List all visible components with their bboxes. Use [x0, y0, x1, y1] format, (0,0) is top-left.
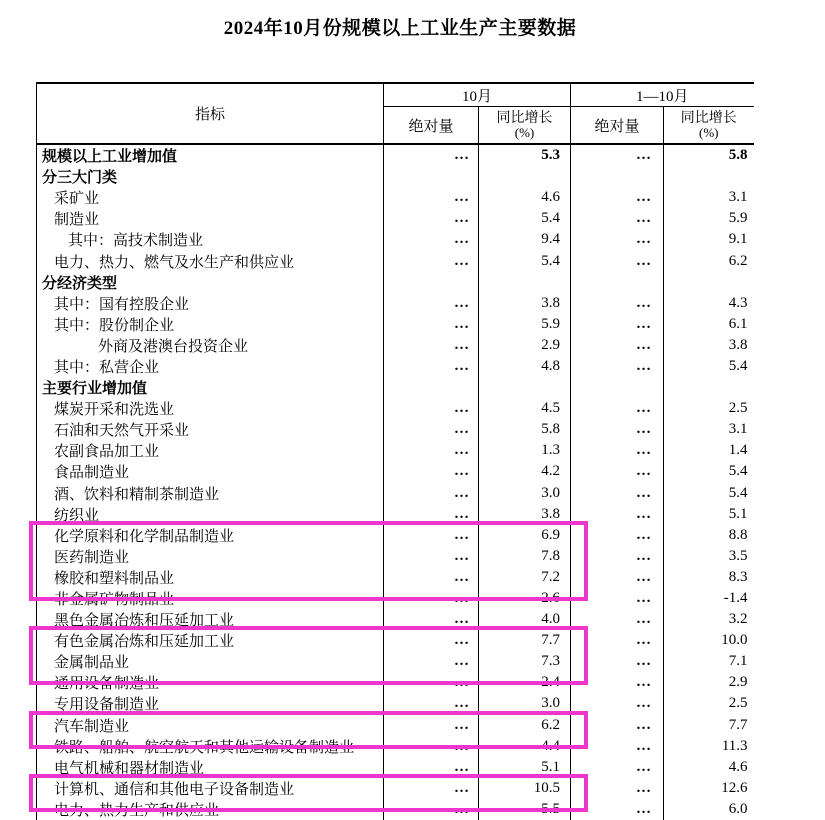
- cum-absolute-value: …: [571, 778, 664, 799]
- indicator-label: 外商及港澳台投资企业: [37, 335, 384, 356]
- table-row: [37, 609, 754, 630]
- indicator-label: 黑色金属冶炼和压延加工业: [37, 609, 384, 630]
- cum-absolute-value: …: [571, 736, 664, 757]
- table-row: [37, 229, 754, 250]
- cum-yoy-growth-value: 5.4: [728, 357, 748, 374]
- indicator-label: 电气机械和器材制造业: [37, 757, 384, 778]
- header-period-jan-oct: 1—10月: [571, 83, 754, 107]
- cum-yoy-growth-value: 4.3: [728, 294, 748, 311]
- oct-yoy-growth-value: 7.2: [479, 567, 571, 588]
- indicator-label: 其中：股份制企业: [37, 314, 384, 335]
- oct-yoy-growth-value: 5.1: [479, 757, 571, 778]
- cum-absolute-value: …: [571, 440, 664, 461]
- oct-absolute-value: …: [384, 525, 479, 546]
- oct-yoy-growth-value: 2.4: [479, 672, 571, 693]
- oct-yoy-growth-value: 4.8: [479, 356, 571, 377]
- table-row: [37, 293, 754, 314]
- oct-absolute-value: …: [384, 250, 479, 271]
- oct-absolute-value: …: [384, 398, 479, 419]
- oct-yoy-growth-value: 3.8: [479, 293, 571, 314]
- cum-yoy-growth-value: 3.5: [728, 547, 748, 564]
- oct-absolute-value: …: [384, 757, 479, 778]
- table-row: [37, 799, 754, 820]
- cum-absolute-value: …: [571, 567, 664, 588]
- table-row: [37, 335, 754, 356]
- cum-absolute-value: …: [571, 208, 664, 229]
- indicator-label: 汽车制造业: [37, 715, 384, 736]
- cum-yoy-growth-value: 5.1: [728, 505, 748, 522]
- table-row: [37, 715, 754, 736]
- cum-absolute-value: …: [571, 525, 664, 546]
- oct-yoy-growth-value: 6.9: [479, 525, 571, 546]
- table-row: [37, 440, 754, 461]
- cum-absolute-value: …: [571, 229, 664, 250]
- oct-absolute-value: …: [384, 335, 479, 356]
- table-body: [37, 144, 754, 820]
- oct-absolute-value: …: [384, 609, 479, 630]
- table-row: [37, 504, 754, 525]
- oct-yoy-growth-value: 6.2: [479, 715, 571, 736]
- cum-absolute-value: …: [571, 356, 664, 377]
- indicator-label: 煤炭开采和洗选业: [37, 398, 384, 419]
- indicator-label: 非金属矿物制品业: [37, 588, 384, 609]
- oct-yoy-growth-value: 3.0: [479, 693, 571, 714]
- table-row: [37, 419, 754, 440]
- indicator-label: 专用设备制造业: [37, 693, 384, 714]
- indicator-label: 医药制造业: [37, 546, 384, 567]
- oct-yoy-growth-value: 3.0: [479, 483, 571, 504]
- indicator-label: 分三大门类: [37, 166, 384, 187]
- oct-absolute-value: …: [384, 144, 479, 166]
- oct-absolute-value: …: [384, 461, 479, 482]
- cum-yoy-growth-value: 6.2: [728, 252, 748, 269]
- oct-yoy-growth-value: 4.4: [479, 736, 571, 757]
- cum-yoy-growth-value: 8.3: [728, 568, 748, 585]
- indicator-label: 农副食品加工业: [37, 440, 384, 461]
- indicator-label: 酒、饮料和精制茶制造业: [37, 483, 384, 504]
- indicator-label: 计算机、通信和其他电子设备制造业: [37, 778, 384, 799]
- oct-absolute-value: …: [384, 546, 479, 567]
- statistics-table: [36, 82, 754, 820]
- oct-yoy-growth-value: [479, 272, 571, 293]
- table-row: [37, 630, 754, 651]
- cum-yoy-growth-value: 5.4: [728, 484, 748, 501]
- yoy-growth-label: 同比增长: [680, 110, 737, 126]
- table-row: [37, 778, 754, 799]
- table-row: [37, 398, 754, 419]
- table-row: [37, 651, 754, 672]
- statistics-table-container: [36, 82, 753, 820]
- oct-absolute-value: [384, 272, 479, 293]
- oct-absolute-value: …: [384, 567, 479, 588]
- cum-absolute-value: …: [571, 672, 664, 693]
- header-cum-yoy: [664, 107, 754, 145]
- table-header: [37, 83, 754, 144]
- cum-absolute-value: …: [571, 335, 664, 356]
- cum-yoy-growth-value: 5.4: [728, 463, 748, 480]
- header-period-october: 10月: [384, 83, 571, 107]
- yoy-growth-label: 同比增长: [496, 110, 553, 126]
- oct-yoy-growth-value: 2.9: [479, 335, 571, 356]
- indicator-label: 通用设备制造业: [37, 672, 384, 693]
- cum-yoy-growth-value: 3.8: [728, 336, 748, 353]
- cum-absolute-value: …: [571, 187, 664, 208]
- indicator-label: 化学原料和化学制品制造业: [37, 525, 384, 546]
- oct-absolute-value: …: [384, 187, 479, 208]
- header-indicator: 指标: [37, 83, 384, 144]
- table-row: [37, 356, 754, 377]
- oct-absolute-value: …: [384, 736, 479, 757]
- cum-absolute-value: …: [571, 630, 664, 651]
- oct-absolute-value: [384, 166, 479, 187]
- oct-yoy-growth-value: [479, 377, 571, 398]
- oct-yoy-growth-value: 5.5: [479, 799, 571, 820]
- cum-yoy-growth-value: 7.1: [728, 653, 748, 670]
- table-row: [37, 461, 754, 482]
- yoy-growth-unit: (%): [514, 124, 535, 140]
- indicator-label: 其中：高技术制造业: [37, 229, 384, 250]
- cum-yoy-growth-value: 6.0: [728, 800, 748, 817]
- oct-absolute-value: …: [384, 419, 479, 440]
- table-row: [37, 693, 754, 714]
- indicator-label: 其中：国有控股企业: [37, 293, 384, 314]
- cum-absolute-value: …: [571, 461, 664, 482]
- indicator-label: 有色金属冶炼和压延加工业: [37, 630, 384, 651]
- cum-yoy-growth-value: 9.1: [728, 231, 748, 248]
- cum-absolute-value: …: [571, 419, 664, 440]
- cum-absolute-value: …: [571, 250, 664, 271]
- oct-yoy-growth-value: 7.3: [479, 651, 571, 672]
- cum-absolute-value: [571, 272, 664, 293]
- header-oct-absolute: 绝对量: [384, 107, 479, 145]
- oct-absolute-value: …: [384, 356, 479, 377]
- oct-absolute-value: …: [384, 293, 479, 314]
- oct-absolute-value: …: [384, 672, 479, 693]
- cum-absolute-value: …: [571, 693, 664, 714]
- oct-yoy-growth-value: 7.7: [479, 630, 571, 651]
- oct-absolute-value: …: [384, 778, 479, 799]
- oct-yoy-growth-value: 9.4: [479, 229, 571, 250]
- table-row: [37, 672, 754, 693]
- cum-yoy-growth-value: 3.1: [728, 421, 748, 438]
- cum-yoy-growth-value: 5.9: [728, 210, 748, 227]
- oct-absolute-value: …: [384, 693, 479, 714]
- oct-yoy-growth-value: 4.2: [479, 461, 571, 482]
- oct-absolute-value: …: [384, 799, 479, 820]
- cum-absolute-value: …: [571, 799, 664, 820]
- table-row: [37, 736, 754, 757]
- cum-absolute-value: …: [571, 483, 664, 504]
- indicator-label: 采矿业: [37, 187, 384, 208]
- cum-absolute-value: …: [571, 588, 664, 609]
- oct-yoy-growth-value: 5.8: [479, 419, 571, 440]
- cum-yoy-growth-value: 2.9: [728, 674, 748, 691]
- page-title: 2024年10月份规模以上工业生产主要数据: [223, 18, 577, 39]
- oct-absolute-value: …: [384, 651, 479, 672]
- oct-yoy-growth-value: 4.6: [479, 187, 571, 208]
- oct-yoy-growth-value: 3.8: [479, 504, 571, 525]
- indicator-label: 电力、热力生产和供应业: [37, 799, 384, 820]
- cum-yoy-growth-value: 8.8: [728, 526, 748, 543]
- oct-yoy-growth-value: 1.3: [479, 440, 571, 461]
- oct-absolute-value: …: [384, 440, 479, 461]
- cum-yoy-growth-value: 2.5: [728, 695, 748, 712]
- oct-yoy-growth-value: 4.5: [479, 398, 571, 419]
- table-row: [37, 377, 754, 398]
- indicator-label: 石油和天然气开采业: [37, 419, 384, 440]
- indicator-label: 铁路、船舶、航空航天和其他运输设备制造业: [37, 736, 384, 757]
- table-row: [37, 546, 754, 567]
- cum-absolute-value: …: [571, 398, 664, 419]
- cum-yoy-growth-value: [664, 377, 754, 398]
- cum-absolute-value: …: [571, 144, 664, 166]
- oct-yoy-growth-value: 5.4: [479, 208, 571, 229]
- cum-yoy-growth-value: 1.4: [728, 442, 748, 459]
- oct-yoy-growth-value: 5.4: [479, 250, 571, 271]
- indicator-label: 食品制造业: [37, 461, 384, 482]
- oct-absolute-value: …: [384, 229, 479, 250]
- cum-absolute-value: …: [571, 314, 664, 335]
- cum-yoy-growth-value: 5.8: [728, 147, 748, 164]
- cum-absolute-value: [571, 377, 664, 398]
- cum-yoy-growth-value: [664, 272, 754, 293]
- table-row: [37, 250, 754, 271]
- yoy-growth-unit: (%): [699, 124, 719, 140]
- indicator-label: 金属制品业: [37, 651, 384, 672]
- indicator-label: 制造业: [37, 208, 384, 229]
- table-row: [37, 525, 754, 546]
- table-row: [37, 208, 754, 229]
- cum-absolute-value: …: [571, 293, 664, 314]
- cum-absolute-value: …: [571, 504, 664, 525]
- oct-yoy-growth-value: 5.3: [479, 144, 571, 166]
- header-cum-absolute: 绝对量: [571, 107, 664, 145]
- table-row: [37, 272, 754, 293]
- cum-yoy-growth-value: 3.2: [728, 611, 748, 628]
- cum-absolute-value: …: [571, 757, 664, 778]
- oct-absolute-value: …: [384, 208, 479, 229]
- oct-yoy-growth-value: [479, 166, 571, 187]
- oct-yoy-growth-value: 7.8: [479, 546, 571, 567]
- table-row: [37, 166, 754, 187]
- table-row: [37, 567, 754, 588]
- table-row: [37, 588, 754, 609]
- table-row: [37, 144, 754, 166]
- header-oct-yoy: [479, 107, 571, 145]
- oct-yoy-growth-value: -2.6: [479, 588, 571, 609]
- oct-absolute-value: …: [384, 483, 479, 504]
- cum-yoy-growth-value: 11.3: [721, 737, 748, 754]
- oct-absolute-value: …: [384, 588, 479, 609]
- cum-absolute-value: …: [571, 609, 664, 630]
- cum-yoy-growth-value: 12.6: [721, 779, 748, 796]
- oct-yoy-growth-value: 10.5: [479, 778, 571, 799]
- oct-yoy-growth-value: 5.9: [479, 314, 571, 335]
- cum-yoy-growth-value: 6.1: [728, 315, 748, 332]
- table-row: [37, 314, 754, 335]
- cum-yoy-growth-value: -1.4: [723, 590, 748, 607]
- cum-yoy-growth-value: [664, 166, 754, 187]
- cum-yoy-growth-value: 4.6: [728, 758, 748, 775]
- indicator-label: 橡胶和塑料制品业: [37, 567, 384, 588]
- indicator-label: 分经济类型: [37, 272, 384, 293]
- oct-absolute-value: …: [384, 630, 479, 651]
- cum-yoy-growth-value: 7.7: [728, 716, 748, 733]
- cum-absolute-value: [571, 166, 664, 187]
- oct-absolute-value: …: [384, 314, 479, 335]
- cum-absolute-value: …: [571, 651, 664, 672]
- cum-absolute-value: …: [571, 546, 664, 567]
- oct-absolute-value: …: [384, 504, 479, 525]
- table-row: [37, 757, 754, 778]
- indicator-label: 电力、热力、燃气及水生产和供应业: [37, 250, 384, 271]
- cum-yoy-growth-value: 10.0: [721, 632, 748, 649]
- oct-absolute-value: …: [384, 715, 479, 736]
- cum-yoy-growth-value: 3.1: [728, 189, 748, 206]
- indicator-label: 其中：私营企业: [37, 356, 384, 377]
- cum-yoy-growth-value: 2.5: [728, 400, 748, 417]
- oct-absolute-value: [384, 377, 479, 398]
- cum-absolute-value: …: [571, 715, 664, 736]
- table-row: [37, 483, 754, 504]
- indicator-label: 纺织业: [37, 504, 384, 525]
- table-row: [37, 187, 754, 208]
- oct-yoy-growth-value: 4.0: [479, 609, 571, 630]
- indicator-label: 主要行业增加值: [37, 377, 384, 398]
- indicator-label: 规模以上工业增加值: [37, 144, 384, 166]
